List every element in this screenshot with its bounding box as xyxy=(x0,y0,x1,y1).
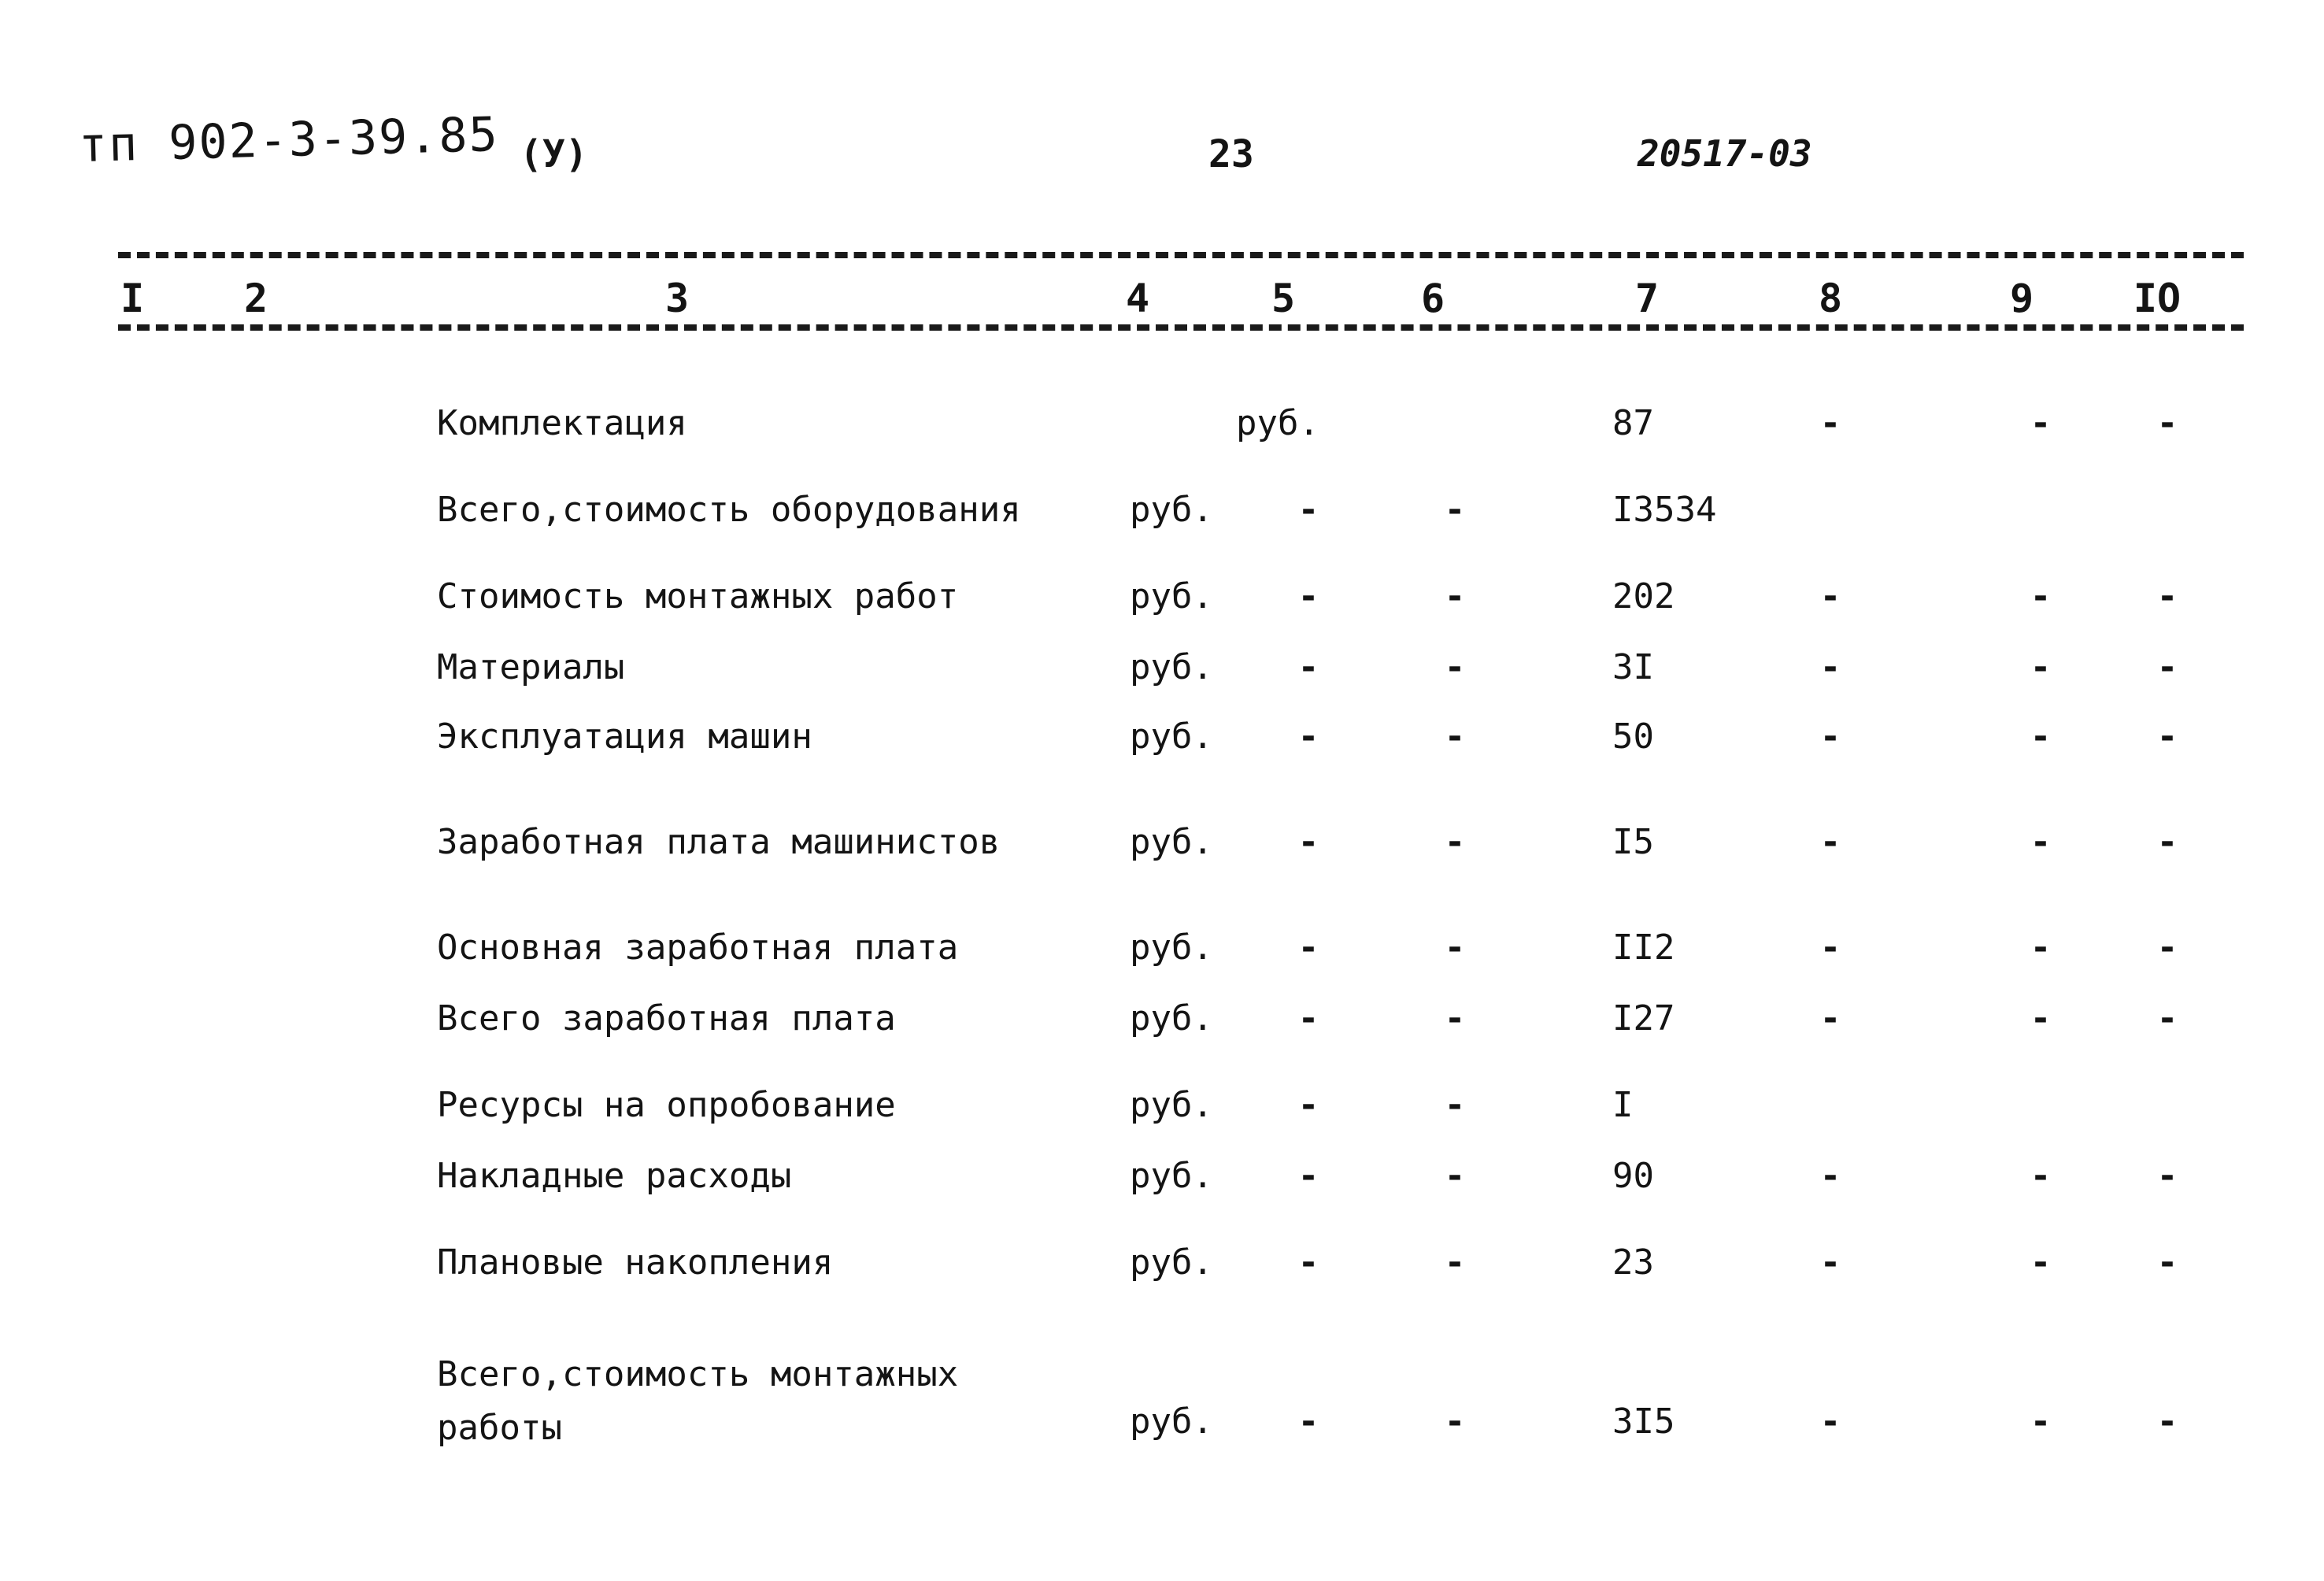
row-value-col10: - xyxy=(2156,576,2178,616)
row-value-col7: I xyxy=(1612,1085,1634,1125)
row-value-col7: 87 xyxy=(1612,403,1654,443)
row-value-col10: - xyxy=(2156,716,2178,757)
row-value-col5: - xyxy=(1297,1085,1319,1125)
row-label: Материалы xyxy=(437,647,625,687)
table-row xyxy=(0,1239,2324,1294)
column-number-6: 6 xyxy=(1420,276,1445,321)
row-value-col8: - xyxy=(1819,576,1841,616)
row-value-col7: I3534 xyxy=(1612,490,1717,530)
row-value-col6: - xyxy=(1444,927,1466,968)
row-value-col8: - xyxy=(1819,927,1841,968)
row-value-col7: 90 xyxy=(1612,1156,1654,1196)
row-value-col6: - xyxy=(1444,1085,1466,1125)
row-unit: руб. xyxy=(1130,1156,1213,1196)
row-value-col8: - xyxy=(1819,998,1841,1039)
row-value-col8: - xyxy=(1819,1401,1841,1442)
column-number-9: 9 xyxy=(2009,276,2034,321)
document-code: тп 902-3-39.85 xyxy=(78,107,500,173)
row-unit: руб. xyxy=(1130,1401,1213,1442)
table-row xyxy=(0,400,2324,455)
header-rule-bottom xyxy=(118,324,2244,331)
row-unit: руб. xyxy=(1236,403,1319,443)
row-value-col6: - xyxy=(1444,490,1466,530)
row-value-col5: - xyxy=(1297,490,1319,530)
table-row xyxy=(0,1082,2324,1137)
table-row-total-installation xyxy=(0,1348,2324,1458)
row-value-col8: - xyxy=(1819,716,1841,757)
column-number-1: I xyxy=(120,276,145,321)
row-value-col5: - xyxy=(1297,647,1319,687)
row-label: Комплектация xyxy=(437,403,687,443)
row-value-col9: - xyxy=(2030,403,2052,443)
row-value-col7: 50 xyxy=(1612,716,1654,757)
row-unit: руб. xyxy=(1130,576,1213,616)
row-value-col7: II2 xyxy=(1612,927,1675,968)
row-value-col6: - xyxy=(1444,822,1466,862)
row-label: Ресурсы на опробование xyxy=(437,1085,896,1125)
row-label: Основная заработная плата xyxy=(437,927,959,968)
row-value-col7: 3I5 xyxy=(1612,1401,1675,1442)
row-label: Всего заработная плата xyxy=(437,998,896,1039)
column-number-10: IO xyxy=(2133,276,2182,321)
row-value-col9: - xyxy=(2030,647,2052,687)
row-value-col8: - xyxy=(1819,1242,1841,1283)
table-row xyxy=(0,1153,2324,1208)
row-unit: руб. xyxy=(1130,647,1213,687)
row-value-col8: - xyxy=(1819,822,1841,862)
row-value-col6: - xyxy=(1444,716,1466,757)
row-value-col10: - xyxy=(2156,403,2178,443)
row-value-col10: - xyxy=(2156,1401,2178,1442)
row-label: Стоимость монтажных работ xyxy=(437,576,959,616)
row-value-col5: - xyxy=(1297,822,1319,862)
table-row xyxy=(0,573,2324,628)
row-value-col5: - xyxy=(1297,1156,1319,1196)
table-row xyxy=(0,995,2324,1050)
row-unit: руб. xyxy=(1130,927,1213,968)
table-row xyxy=(0,819,2324,874)
row-value-col9: - xyxy=(2030,1156,2052,1196)
row-value-col7: I27 xyxy=(1612,998,1675,1039)
row-value-col9: - xyxy=(2030,1242,2052,1283)
row-value-col10: - xyxy=(2156,822,2178,862)
row-value-col9: - xyxy=(2030,998,2052,1039)
row-unit: руб. xyxy=(1130,716,1213,757)
row-value-col6: - xyxy=(1444,1401,1466,1442)
page-number: 23 xyxy=(1208,132,1254,176)
row-value-col5: - xyxy=(1297,1242,1319,1283)
document-marker: (У) xyxy=(520,132,588,176)
column-number-8: 8 xyxy=(1818,276,1843,321)
row-value-col6: - xyxy=(1444,1156,1466,1196)
row-value-col10: - xyxy=(2156,927,2178,968)
row-value-col10: - xyxy=(2156,1242,2178,1283)
row-value-col6: - xyxy=(1444,998,1466,1039)
row-label: Плановые накопления xyxy=(437,1242,834,1283)
row-label: Заработная плата машинистов xyxy=(437,822,1001,862)
row-value-col10: - xyxy=(2156,1156,2178,1196)
column-number-3: 3 xyxy=(664,276,690,321)
column-number-5: 5 xyxy=(1271,276,1296,321)
row-value-col7: 202 xyxy=(1612,576,1675,616)
row-value-col5: - xyxy=(1297,716,1319,757)
column-number-2: 2 xyxy=(243,276,268,321)
row-value-col6: - xyxy=(1444,576,1466,616)
row-value-col8: - xyxy=(1819,647,1841,687)
row-unit: руб. xyxy=(1130,1242,1213,1283)
row-value-col5: - xyxy=(1297,576,1319,616)
row-value-col9: - xyxy=(2030,822,2052,862)
row-unit: руб. xyxy=(1130,998,1213,1039)
row-value-col10: - xyxy=(2156,998,2178,1039)
table-row xyxy=(0,487,2324,542)
row-label: Эксплуатация машин xyxy=(437,716,812,757)
table-row xyxy=(0,644,2324,699)
header-rule-top xyxy=(118,252,2244,258)
row-value-col9: - xyxy=(2030,927,2052,968)
row-value-col7: 3I xyxy=(1612,647,1654,687)
row-label: Накладные расходы xyxy=(437,1156,792,1196)
row-unit: руб. xyxy=(1130,490,1213,530)
row-label-line2: работы xyxy=(437,1408,562,1448)
row-value-col8: - xyxy=(1819,1156,1841,1196)
row-value-col10: - xyxy=(2156,647,2178,687)
row-value-col9: - xyxy=(2030,716,2052,757)
row-label: Всего,стоимость оборудования xyxy=(437,490,1021,530)
row-unit: руб. xyxy=(1130,1085,1213,1125)
table-row xyxy=(0,713,2324,768)
row-value-col5: - xyxy=(1297,998,1319,1039)
row-value-col5: - xyxy=(1297,1401,1319,1442)
row-value-col8: - xyxy=(1819,403,1841,443)
row-value-col7: 23 xyxy=(1612,1242,1654,1283)
row-value-col5: - xyxy=(1297,927,1319,968)
row-value-col9: - xyxy=(2030,1401,2052,1442)
column-number-7: 7 xyxy=(1634,276,1660,321)
document-number: 20517-03 xyxy=(1638,132,1812,175)
row-unit: руб. xyxy=(1130,822,1213,862)
row-label-line1: Всего,стоимость монтажных xyxy=(437,1354,959,1394)
table-row xyxy=(0,924,2324,979)
row-value-col9: - xyxy=(2030,576,2052,616)
row-value-col6: - xyxy=(1444,647,1466,687)
row-value-col7: I5 xyxy=(1612,822,1654,862)
column-number-4: 4 xyxy=(1125,276,1150,321)
row-value-col6: - xyxy=(1444,1242,1466,1283)
